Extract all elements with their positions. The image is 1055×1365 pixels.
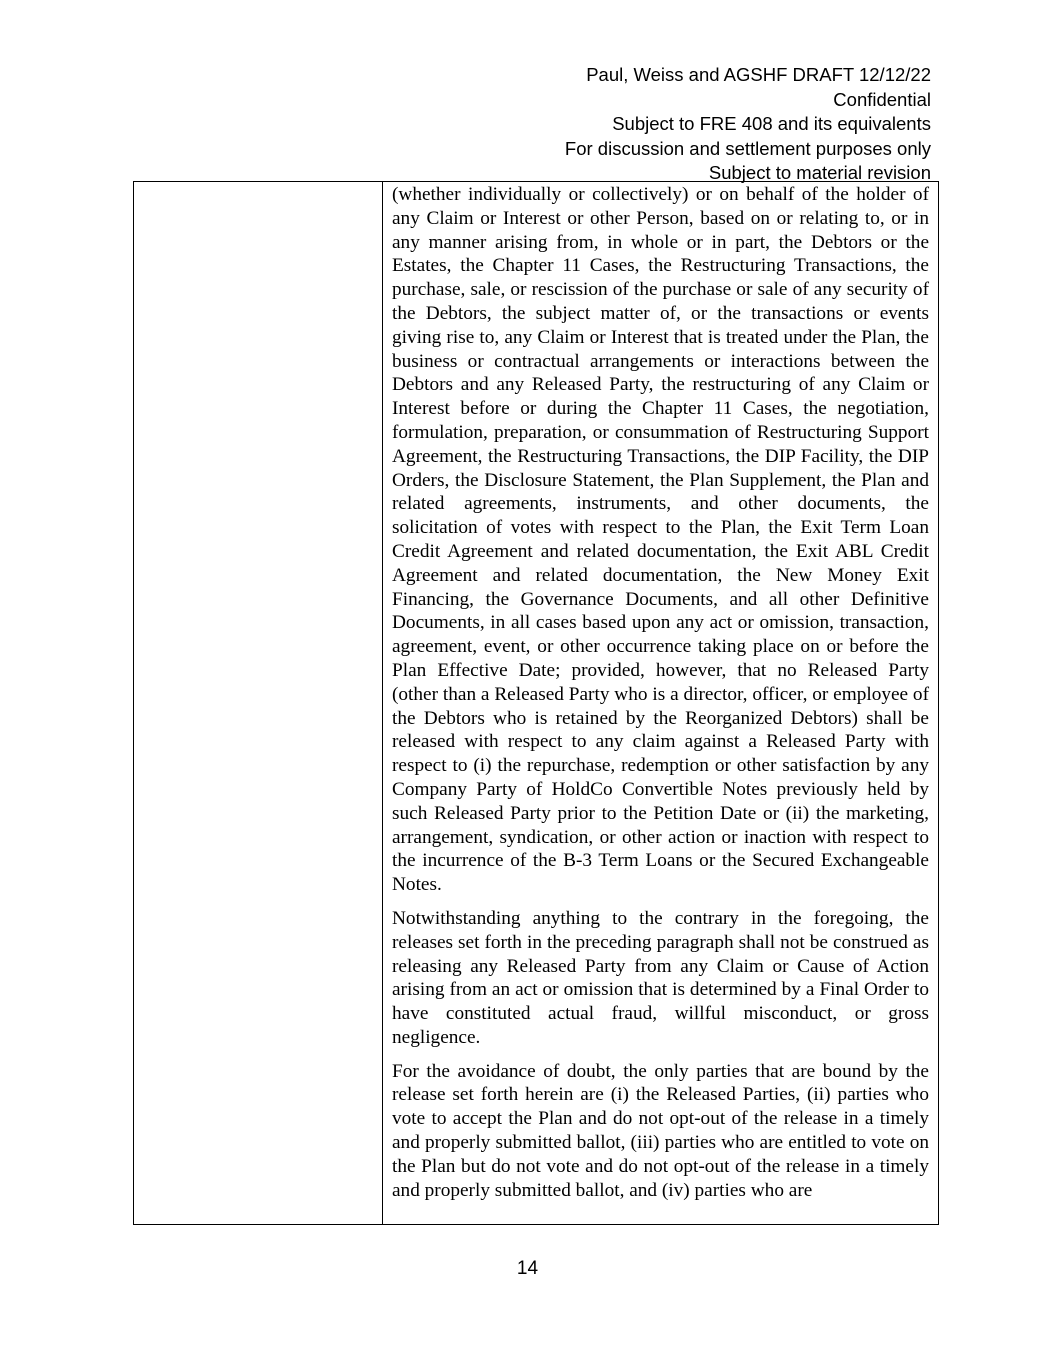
term-sheet-table xyxy=(133,181,939,1225)
header-revision-line: Subject to material revision xyxy=(708,162,931,183)
header-discussion-line: For discussion and settlement purposes only xyxy=(564,137,931,159)
bound-parties-paragraph: For the avoidance of doubt, the only parties that are bound by the release set forth herein are (i) the Released Parties, (ii) parties who vote to accept the Plan and do not opt-out of the release in a timely and properly submitted ballot, (iii) parties who are entitled to vote on the Plan but do not vote and do not opt-out of the release in a timely and properly submitted ballot, and (iv) parties who are xyxy=(392,1060,929,1201)
header-draft-line: Paul, Weiss and AGSHF DRAFT 12/12/22 xyxy=(586,64,931,85)
table-left-cell xyxy=(134,182,383,1224)
table-right-cell xyxy=(383,182,938,1224)
page-number: 14 xyxy=(516,1258,539,1279)
release-exception-paragraph: Notwithstanding anything to the contrary in the foregoing, the releases set forth in the preceding paragraph shall not be construed as releasing any Released Party from any Claim or Cause of Action arising from an act or omission that is determined by a Final Order to have constituted actual fraud, willful misconduct, or gross negligence. xyxy=(392,907,929,1048)
draft-header xyxy=(565,63,931,186)
header-fre-line: Subject to FRE 408 and its equivalents xyxy=(612,113,931,134)
release-scope-paragraph: (whether individually or collectively) or on behalf of the holder of any Claim or Interest or other Person, based on or relating to, or in any manner arising from, in whole or in part, the Debtors or the Estates, the Chapter 11 Cases, the Restructuring Transactions, the purchase, sale, or rescission of the purchase or sale of any security of the Debtors, the subject matter of, or the transactions or events giving rise to, any Claim or Interest that is treated under the Plan, the business or contractual arrangements or interactions between the Debtors and any Released Party, the restructuring of any Claim or Interest before or during the Chapter 11 Cases, the negotiation, formulation, preparation, or consummation of Restructuring Support Agreement, the Restructuring Transactions, the DIP Facility, the DIP Orders, the Disclosure Statement, the Plan Supplement, the Plan and related agreements, instruments, and other documents, the solicitation of votes with respect to the Plan, the Exit Term Loan Credit Agreement and related documentation, the Exit ABL Credit Agreement and related documentation, the New Money Exit Financing, the Governance Documents, and all other Definitive Documents, in all cases based upon any act or omission, transaction, agreement, event, or other occurrence taking place on or before the Plan Effective Date; provided, however, that no Released Party (other than a Released Party who is a director, officer, or employee of the Debtors who is retained by the Reorganized Debtors) shall be released with respect to any claim against a Released Party with respect to (i) the repurchase, redemption or other satisfaction by any Company Party of HoldCo Convertible Notes previously held by such Released Party prior to the Petition Date or (ii) the marketing, arrangement, syndication, or other action or inaction with respect to the incurrence of the B-3 Term Loans or the Secured Exchangeable Notes. xyxy=(392,184,929,896)
header-confidential-line: Confidential xyxy=(833,88,931,110)
